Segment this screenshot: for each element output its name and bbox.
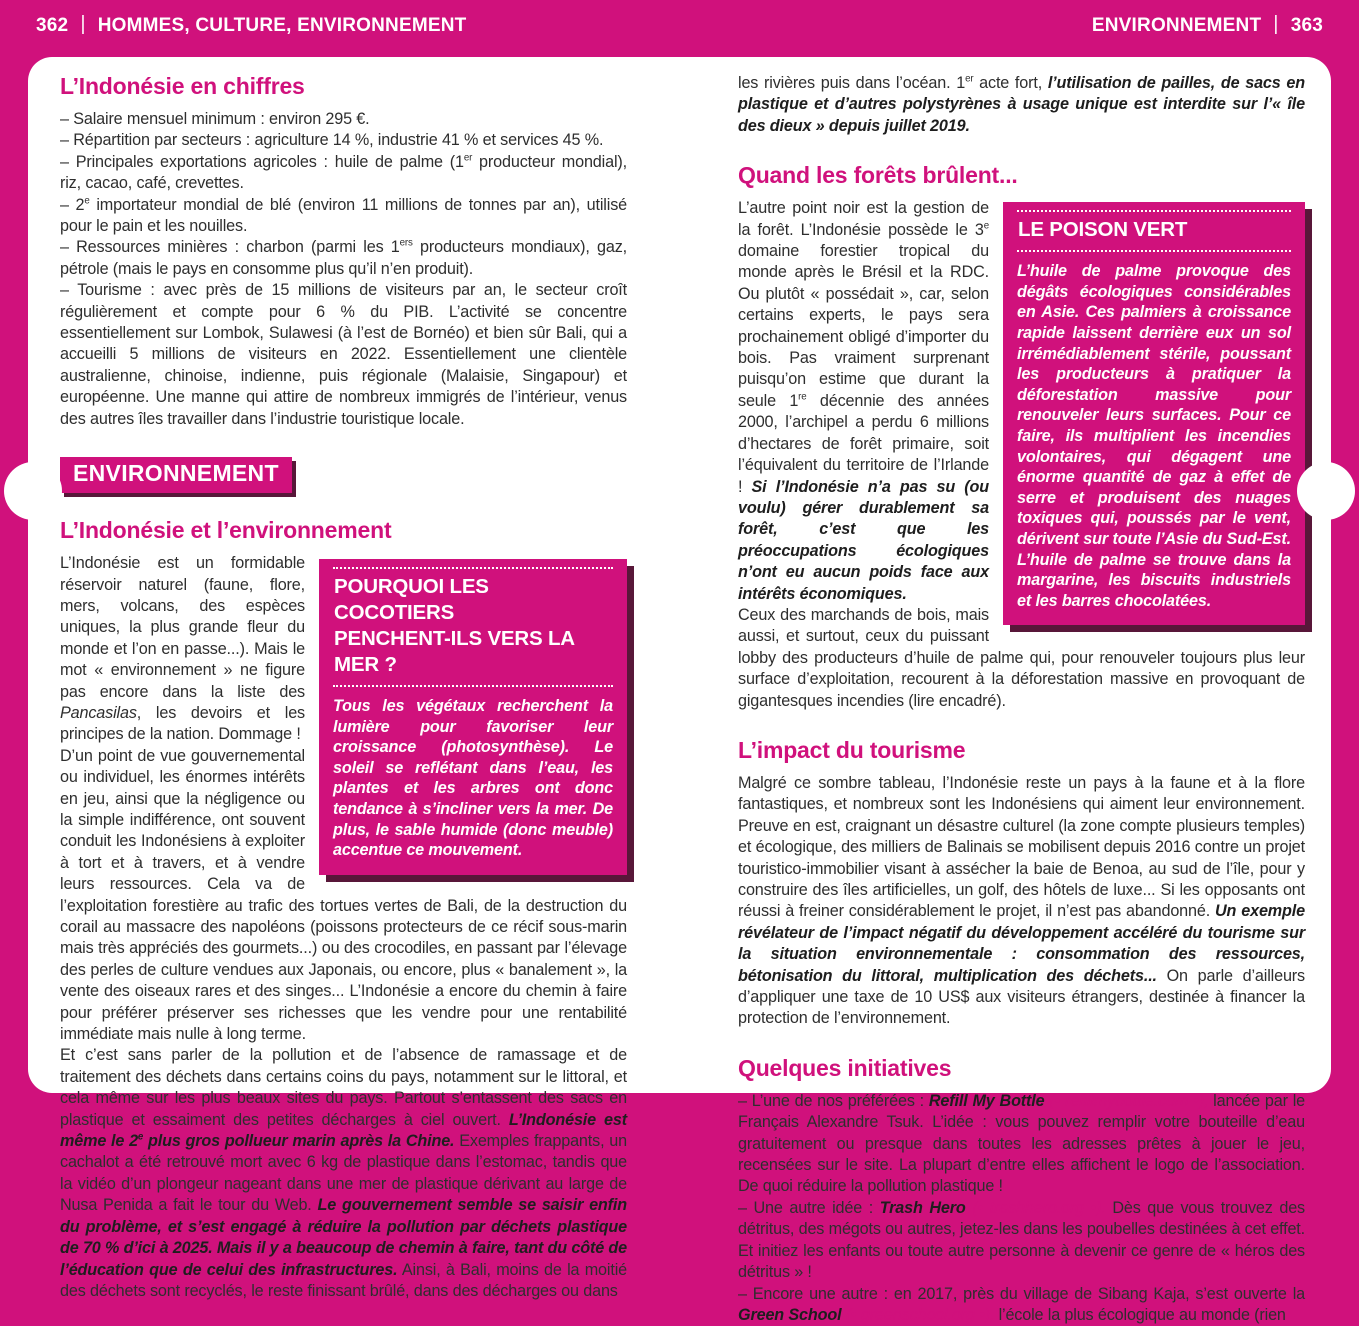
header-separator: | bbox=[80, 13, 85, 36]
link-trashhero-org[interactable]: trashhero.org bbox=[990, 1199, 1084, 1217]
paragraph: L’Indonésie est un formidable réservoir naturel (faune, flore, mers, volcans, des espèces uniques, la plus grande fleur du monde et l’on en passe...). Mais le mot « environnement » ne figure pas encore dans la liste des Pancasilas, les devoirs et les principes de la nation. Dommage ! bbox=[60, 553, 627, 746]
info-box-poison-vert bbox=[1003, 202, 1305, 625]
paragraph: Et c’est sans parler de la pollution et de l’absence de ramassage et de traitement des déchets dans certains coins du pays, notamment sur le littoral, et cela même sur les plus beaux sites du pays. Partout s’entassent des sacs en plastique et essaiment des petites décharges à ciel ouvert. L’Indonésie est même le 2e plus gros pollueur marin après la Chine. Exemples frappants, un cachalot a été retrouvé mort avec 6 kg de plastique dans l’estomac, tandis que la vidéo d’un plongeur nageant dans une mer de plastique dérivant au large de Nusa Penida a fait le tour du Web. Le gouvernement semble se saisir enfin du problème, et s’est engagé à réduire la pollution par déchets plastique de 70 % d’ici à 2025. Mais il y a beaucoup de chemin à faire, tant du côté de l’éducation que de celui des infrastructures. Ainsi, à Bali, moins de la moitié des déchets sont recyclés, le reste finissant brûlé, dans des décharges ou dans bbox=[60, 1045, 627, 1302]
stats-item: – Ressources minières : charbon (parmi les 1ers producteurs mondiaux), gaz, pétrole (mais le pays en consomme plus qu’il n’en produit). bbox=[60, 237, 627, 280]
environnement-flow bbox=[60, 553, 627, 1302]
chapter-title-right: ENVIRONNEMENT bbox=[1092, 15, 1261, 37]
chapter-title-left: HOMMES, CULTURE, ENVIRONNEMENT bbox=[98, 15, 467, 37]
page-right bbox=[738, 67, 1305, 1326]
running-header bbox=[0, 0, 1359, 57]
header-separator: | bbox=[1273, 13, 1278, 36]
section-title-forets: Quand les forêts brûlent... bbox=[738, 162, 1305, 189]
initiative-item: – Encore une autre : en 2017, près du village de Sibang Kaja, s’est ouverte la Green School (• greenschool.org •), l’école la plus écologique au monde (rien bbox=[738, 1284, 1305, 1326]
page-thumb-notch-right bbox=[1297, 462, 1355, 520]
paragraph: D’un point de vue gouvernemental ou individuel, les énormes intérêts en jeu, ainsi que la négligence ou la simple indifférence, ont souvent conduit les Indonésiens à exploiter à tort et à travers, et à vendre leurs ressources. Cela va de l’exploitation forestière au trafic des tortues vertes de Bali, de la destruction du corail au massacre des napoléons (poissons protecteurs de ce récif sous-marin mais très appréciés des gourmets...) ou des crocodiles, en passant par l’élevage des perles de culture vendues aux Japonais, ou encore, plus « banalement », la vente des oiseaux rares et des singes... L’Indonésie a encore du chemin à faire pour préférer préserver ses richesses que les vendre pour une rentabilité immédiate mais nulle à long terme. bbox=[60, 746, 627, 1046]
page-thumb-notch-left bbox=[4, 462, 62, 520]
section-title-tourisme: L’impact du tourisme bbox=[738, 737, 1305, 764]
page-number-right: 363 bbox=[1291, 15, 1323, 37]
section-title-chiffres: L’Indonésie en chiffres bbox=[60, 73, 627, 100]
running-header-left bbox=[36, 14, 466, 37]
section-title-environnement: L’Indonésie et l’environnement bbox=[60, 517, 627, 544]
info-box-body: Tous les végétaux recherchent la lumière pour favoriser leur croissance (photosynthèse). Le soleil se reflétant dans l’eau, les plantes et les arbres ont donc tendance à s’incliner vers la mer. De plus, le sable humide (donc meuble) accentue ce mouvement. bbox=[333, 696, 613, 861]
paragraph: L’autre point noir est la gestion de la forêt. L’Indonésie possède le 3e domaine forestier tropical du monde après le Brésil et la RDC. Ou plutôt « possédait », car, selon certains experts, le pays sera prochainement obligé d’importer du bois. Pas vraiment surprenant puisqu’on estime que durant la seule 1re décennie des années 2000, l’archipel a perdu 6 millions d’hectares de forêt primaire, soit l’équivalent du territoire de l’Irlande ! Si l’Indonésie n’a pas su (ou voulu) gérer durablement sa forêt, c’est que les préoccupations écologiques n’ont eu aucun poids face aux intérêts économiques. bbox=[738, 198, 1305, 605]
running-header-right bbox=[1092, 14, 1323, 37]
initiative-item: – Une autre idée : Trash Hero (• trashhero.org •). Dès que vous trouvez des détritus, des mégots ou autres, jetez-les dans les poubelles destinées à cet effet. Et initiez les enfants ou toute autre personne à devenir ce genre de « héros des détritus » ! bbox=[738, 1198, 1305, 1284]
section-banner-environnement: ENVIRONNEMENT bbox=[60, 457, 292, 493]
stats-item: – Répartition par secteurs : agriculture 14 %, industrie 41 % et services 45 %. bbox=[60, 130, 627, 151]
stats-item: – 2e importateur mondial de blé (environ 11 millions de tonnes par an), utilisé pour le pain et les nouilles. bbox=[60, 195, 627, 238]
info-box-title: LE POISON VERT bbox=[1017, 210, 1291, 252]
link-refillmybottle-com[interactable]: refillmybottle.com bbox=[1065, 1092, 1188, 1110]
info-box-title: POURQUOI LES COCOTIERS PENCHENT-ILS VERS LA MER ? bbox=[333, 567, 613, 687]
info-box-cocotiers bbox=[319, 559, 627, 875]
section-banner-wrap bbox=[60, 457, 627, 493]
info-box-body: L’huile de palme provoque des dégâts écologiques considérables en Asie. Ces palmiers à croissance rapide laissent derrière eux un sol irrémédiablement stérile, poussant les producteurs à pratiquer la déforestation massive pour renouveler leurs surfaces. Pour ce faire, ils multiplient les incendies volontaires, qui dégagent une énorme quantité de gaz à effet de serre et produisent des nuages toxiques qui, poussés par le vent, dérivent sur toute l’Asie du Sud-Est. L’huile de palme se trouve dans la margarine, les biscuits industriels et les barres chocolatées. bbox=[1017, 261, 1291, 611]
section-title-initiatives: Quelques initiatives bbox=[738, 1055, 1305, 1082]
page-number-left: 362 bbox=[36, 15, 68, 37]
link-greenschool-org[interactable]: greenschool.org bbox=[861, 1306, 975, 1324]
book-spread bbox=[28, 57, 1331, 1093]
stats-item: – Tourisme : avec près de 15 millions de visiteurs par an, le secteur croît régulièrement et compte pour 6 % du PIB. L’activité se concentre essentiellement sur Lombok, Sulawesi (à l’est de Bornéo) et bien sûr Bali, qui a accueilli 5 millions de visiteurs en 2022. Essentiellement une clientèle australienne, chinoise, indienne, puis régionale (Malaisie, Singapour) et européenne. Une manne qui attire de nombreux immigrés de l’intérieur, venus des autres îles travailler dans l’industrie touristique locale. bbox=[60, 280, 627, 430]
paragraph: Malgré ce sombre tableau, l’Indonésie reste un pays à la faune et à la flore fantastiques, et nombreux sont les Indonésiens qui aiment leur environnement. Preuve en est, craignant un désastre culturel (la zone compte plusieurs temples) et écologique, des milliers de Balinais se mobilisent depuis 2016 contre un projet touristico-immobilier visant à assécher la baie de Benoa, au sud de l’île, pour y construire des îles artificielles, un golf, des hôtels de luxe... Si les opposants ont réussi à freiner considérablement le projet, il n’est pas abandonné. Un exemple révélateur de l’impact négatif du développement accéléré du tourisme sur la situation environnementale : consommation des ressources, bétonisation du littoral, multiplication des déchets... On parle d’ailleurs d’appliquer une taxe de 10 US$ aux visiteurs étrangers, destinée à financer la protection de l’environnement. bbox=[738, 773, 1305, 1030]
initiative-item: – L’une de nos préférées : Refill My Bottle (• refillmybottle.com •), lancée par le Français Alexandre Tsuk. L’idée : vous pouvez remplir votre bouteille d’eau gratuitement ou presque dans toutes les adresses prêtes à jouer le jeu, recensées sur le site. La plupart d’entre elles affichent le logo de l’association. De quoi réduire la pollution plastique ! bbox=[738, 1091, 1305, 1198]
stats-item: – Principales exportations agricoles : huile de palme (1er producteur mondial), riz, cacao, café, crevettes. bbox=[60, 152, 627, 195]
paragraph: les rivières puis dans l’océan. 1er acte fort, l’utilisation de pailles, de sacs en plastique et d’autres polystyrènes à usage unique est interdite sur l’« île des dieux » depuis juillet 2019. bbox=[738, 73, 1305, 137]
forets-flow bbox=[738, 198, 1305, 712]
paragraph: Ceux des marchands de bois, mais aussi, et surtout, ceux du puissant lobby des producteurs d’huile de palme qui, pour renouveler toujours plus leur surface d’exploitation, recourent à la déforestation massive en provoquant de gigantesques incendies (lire encadré). bbox=[738, 605, 1305, 712]
stats-list bbox=[60, 109, 627, 430]
stats-item: – Salaire mensuel minimum : environ 295 €. bbox=[60, 109, 627, 130]
page-left bbox=[60, 67, 627, 1326]
